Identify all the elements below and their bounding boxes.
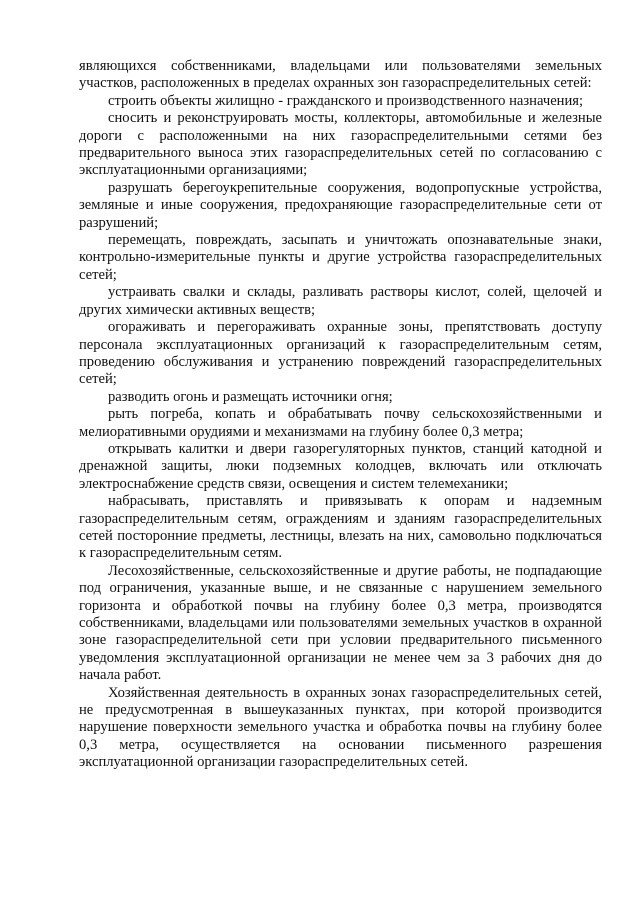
paragraph-economic-activity: Хозяйственная деятельность в охранных зонах газораспределительных сетей, не предусмотренная в вышеуказанных пунктах, при которой производится нарушение поверхности земельного участка и обработка почвы на глубину более 0,3 метра, осуществляется на основании письменного разрешения эксплуатационной организации газораспределительных сетей. [79, 684, 602, 771]
list-item-signs: перемещать, повреждать, засыпать и уничтожать опознавательные знаки, контрольно-измерительные пункты и другие устройства газораспределительных сетей; [79, 232, 602, 283]
list-item-fencing: огораживать и перегораживать охранные зоны, препятствовать доступу персонала эксплуатационных организаций к газораспределительным сетям, проведению обслуживания и устранению повреждений газораспределительных сетей; [79, 319, 602, 388]
list-item-fire: разводить огонь и размещать источники огня; [108, 388, 393, 405]
paragraph-intro: являющихся собственниками, владельцами или пользователями земельных участков, расположенных в пределах охранных зон газораспределительных сетей: [79, 58, 602, 92]
paragraph-forestry-works: Лесохозяйственные, сельскохозяйственные и другие работы, не подпадающие под ограничения, указанные выше, и не связанные с нарушением земельного горизонта и обработкой почвы на глубину более 0,3 метра, производятся собственниками, владельцами или пользователями земельных участков в охранной зоне газораспределительной сети при условии предварительного письменного уведомления эксплуатационной организации не менее чем за 3 рабочих дня до начала работ. [79, 562, 602, 684]
list-item-dumps: устраивать свалки и склады, разливать растворы кислот, солей, щелочей и других химически активных веществ; [79, 284, 602, 318]
list-item-destroy-structures: разрушать берегоукрепительные сооружения, водопропускные устройства, земляные и иные сооружения, предохраняющие газораспределительные сети от разрушений; [79, 179, 602, 231]
document-page [79, 58, 602, 772]
list-item-construction: строить объекты жилищно - гражданского и производственного назначения; [108, 92, 584, 109]
list-item-doors: открывать калитки и двери газорегуляторных пунктов, станций катодной и дренажной защиты, люки подземных колодцев, включать или отключать электроснабжение средств связи, освещения и систем телемеханики; [79, 440, 602, 492]
list-item-digging: рыть погреба, копать и обрабатывать почву сельскохозяйственными и мелиоративными орудиями и механизмами на глубину более 0,3 метра; [79, 406, 602, 440]
list-item-demolition: сносить и реконструировать мосты, коллекторы, автомобильные и железные дороги с расположенными на них газораспределительными сетями без предварительного выноса этих газораспределительных сетей по согласованию с эксплуатационными организациями; [79, 110, 602, 179]
list-item-attaching: набрасывать, приставлять и привязывать к опорам и надземным газораспределительным сетям, ограждениям и зданиям газораспределительных сетей посторонние предметы, лестницы, влезать на них, самовольно подключаться к газораспределительным сетям. [79, 493, 602, 562]
